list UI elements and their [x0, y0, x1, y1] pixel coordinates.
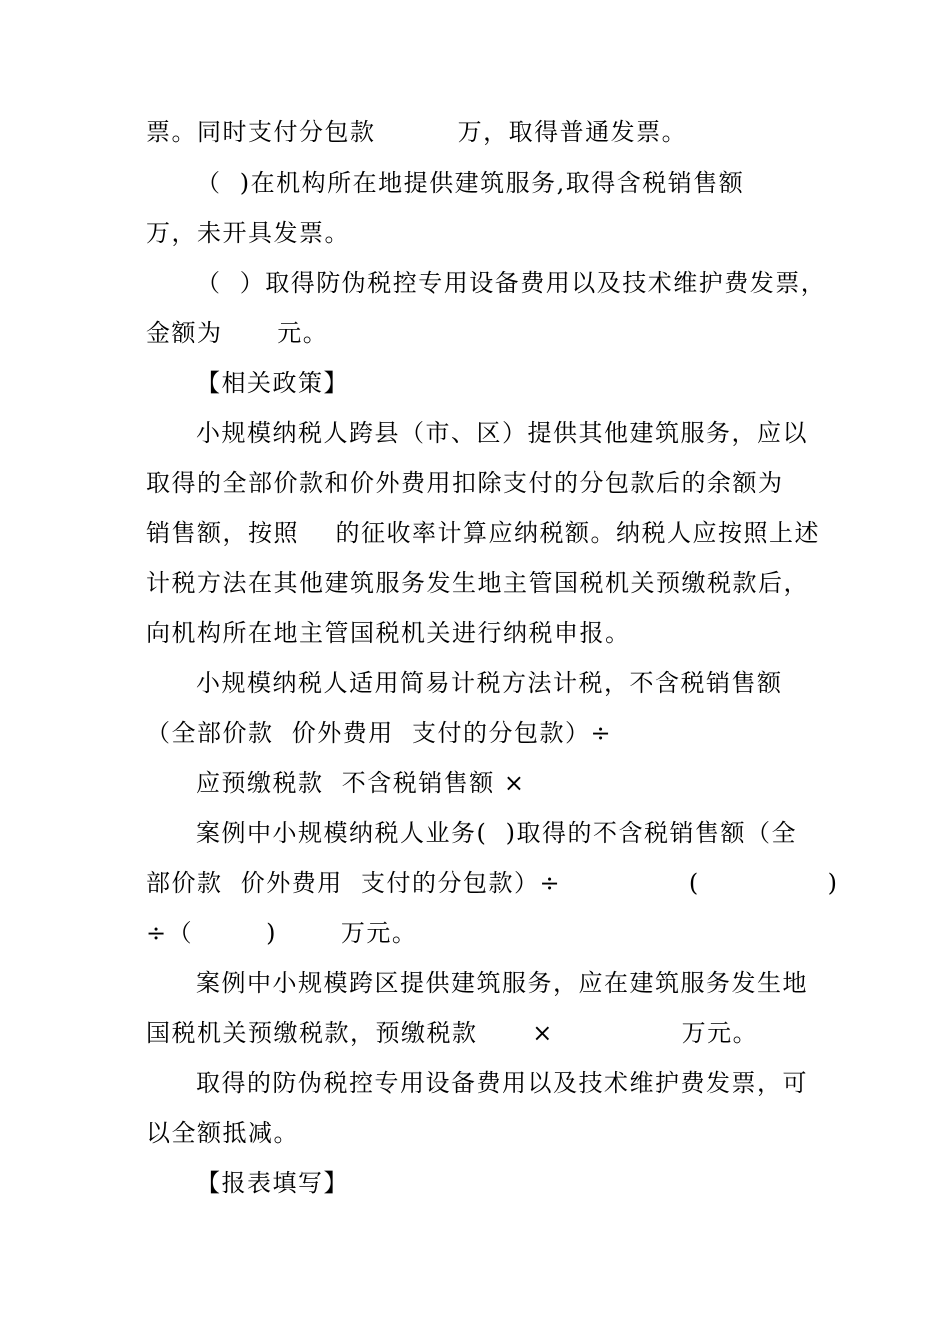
text-line: 以全额抵减。 — [146, 1119, 299, 1147]
text-line: 取得的全部价款和价外费用扣除支付的分包款后的余额为 — [146, 469, 784, 497]
text-line: 案例中小规模纳税人业务( )取得的不含税销售额（全 — [196, 819, 797, 847]
text-line: 小规模纳税人适用简易计税方法计税，不含税销售额 — [196, 669, 783, 697]
text-line: 国税机关预缴税款，预缴税款 × 万元。 — [146, 1019, 759, 1047]
text-line: 案例中小规模跨区提供建筑服务，应在建筑服务发生地 — [196, 969, 808, 997]
text-line: （全部价款 价外费用 支付的分包款）÷ — [146, 719, 613, 747]
text-line: 向机构所在地主管国税机关进行纳税申报。 — [146, 619, 631, 647]
text-line: 万，未开具发票。 — [146, 219, 350, 247]
text-line: ÷（ ) 万元。 — [146, 919, 418, 947]
text-line: 应预缴税款 不含税销售额 × — [196, 769, 526, 797]
section-heading: 【相关政策】 — [196, 369, 349, 397]
text-line: 金额为 元。 — [146, 319, 329, 347]
text-line: 计税方法在其他建筑服务发生地主管国税机关预缴税款后， — [146, 569, 809, 597]
text-line: 取得的防伪税控专用设备费用以及技术维护费发票，可 — [196, 1069, 808, 1097]
text-line: 小规模纳税人跨县（市、区）提供其他建筑服务，应以 — [196, 419, 808, 447]
text-line: 销售额，按照 的征收率计算应纳税额。纳税人应按照上述 — [146, 519, 821, 547]
text-line: （ )在机构所在地提供建筑服务,取得含税销售额 — [196, 169, 745, 197]
text-line: 票。同时支付分包款 万，取得普通发票。 — [146, 118, 688, 146]
text-line: （ ）取得防伪税控专用设备费用以及技术维护费发票， — [196, 269, 827, 297]
text-line: 部价款 价外费用 支付的分包款）÷ ( ) — [146, 869, 839, 897]
section-heading: 【报表填写】 — [196, 1169, 349, 1197]
